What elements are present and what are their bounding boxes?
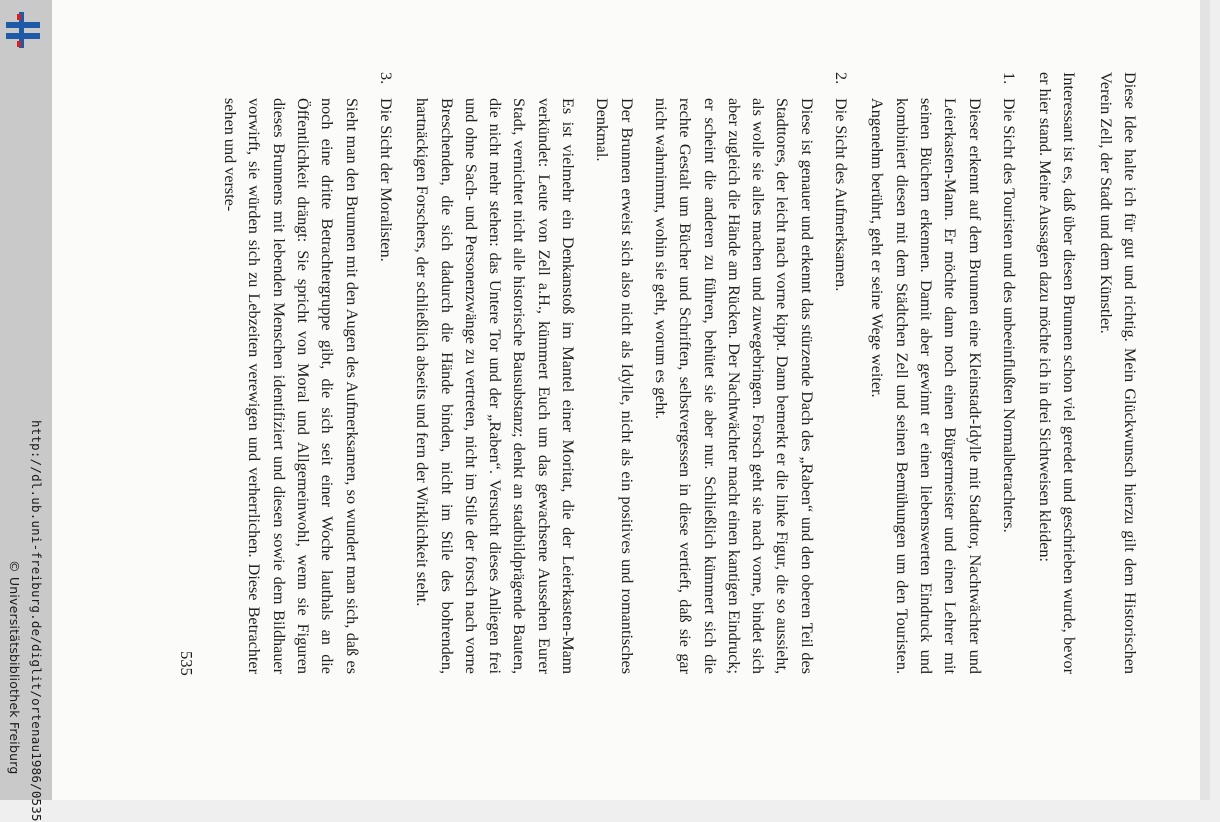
section-number: 3. (376, 72, 395, 85)
page-text (218, 72, 1142, 674)
document-url[interactable]: http://dl.ub.uni-freiburg.de/diglit/ortenau1986/0535 (29, 420, 44, 822)
section-number: 2. (832, 72, 851, 85)
scanned-page (52, 0, 1210, 800)
paragraph: Interessant ist es, daß über diesen Brunnen schon viel geredet und geschrieben wurde, bevor er hier stand. Meine Aussagen dazu möchte ich in drei Sichtweisen kleiden: (1036, 72, 1079, 674)
section-heading (997, 72, 1021, 674)
viewer-sidebar (0, 0, 52, 822)
copyright-notice: © Universitätsbibliothek Freiburg (7, 560, 22, 775)
paragraph: Es ist vielmehr ein Denkanstoß im Mantel einer Moritat, die der Leierkasten-Mann verkündet: Leute von Zell a.H., kümmert Euch um das gewachsene Aussehen Eurer Stadt, vernichtet nicht alle historische Bausubstanz; denkt an stadtbildprägende Bauten, die nicht mehr stehen: das Untere Tor und der „Raben“. Versucht dieses Anliegen frei und ohne Sach- und Personenzwänge zu vertreten, nicht im Stile der forsch nach vorne Breschenden, die sich dadurch die Hände binden, nicht im Stile des bohrenden, hartnäckigen Forschers, der schließlich abseits und fern der Wirklichkeit steht. (413, 98, 578, 674)
section-heading (374, 72, 398, 674)
page-number: 535 (177, 651, 196, 676)
paragraph: Diese Idee halte ich für gut und richtig. Mein Glückwunsch hierzu gilt dem Historischen Verein Zell, der Stadt und dem Künstler. (1096, 72, 1139, 674)
paragraph: Der Brunnen erweist sich also nicht als Idylle, nicht als ein positives und romantisches Denkmal. (593, 98, 636, 674)
section-heading (829, 72, 853, 674)
paragraph: Diese ist genauer und erkennt das stürzende Dach des „Raben“ und den oberen Teil des Stadttores, der leicht nach vorne kippt. Dann bemerkt er die linke Figur, die so aussieht, als wolle sie alles machen und zuwegebringen. Forsch geht sie nach vorne, bindet sich aber zugleich die Hände am Rücken. Der Nachtwächter macht einen kantigen Eindruck; er scheint die anderen zu führen, behütet sie aber nur. Schließlich kümmert sich die rechte Gestalt um Bücher und Schriften, selbstvergessen in diese vertieft, daß sie gar nicht wahrnimmt, wohin sie geht, worum es geht. (651, 98, 816, 674)
section-title: Die Sicht der Moralisten. (376, 98, 395, 262)
section-title: Die Sicht des Touristen und des unbeeinflußten Normalbetrachters. (999, 98, 1018, 533)
paragraph: Dieser erkennt auf dem Brunnen eine Kleinstadt-Idylle mit Stadttor, Nachtwächter und Leierkasten-Mann. Er möchte dann noch einen Bürgermeister und einen Lehrer mit seinen Büchern erkennen. Damit aber gewinnt er einen liebenswerten Eindruck und kombiniert diesen mit dem Städtchen Zell und seinen Bemühungen um den Touristen. Angenehm berührt, geht er seine Wege weiter. (868, 98, 984, 674)
section-title: Die Sicht des Aufmerksamen. (832, 98, 851, 292)
section-number: 1. (999, 72, 1018, 85)
paragraph: Sieht man den Brunnen mit den Augen des Aufmerksamen, so wundert man sich, daß es noch eine dritte Betrachtergruppe gibt, die sich seit einer Woche lauthals an die Öffentlichkeit drängt: Sie spricht von Moral und Allgemeinwohl, wenn sie Figuren dieses Brunnens mit lebenden Menschen identifiziert und diesen sowie dem Bildhauer vorwirft, sie würden sich zu Lebzeiten verewigen und verherrlichen. Diese Betrachter sehen und verste- (221, 98, 361, 674)
library-logo-icon (2, 10, 44, 50)
scrollbar[interactable] (1200, 0, 1210, 800)
